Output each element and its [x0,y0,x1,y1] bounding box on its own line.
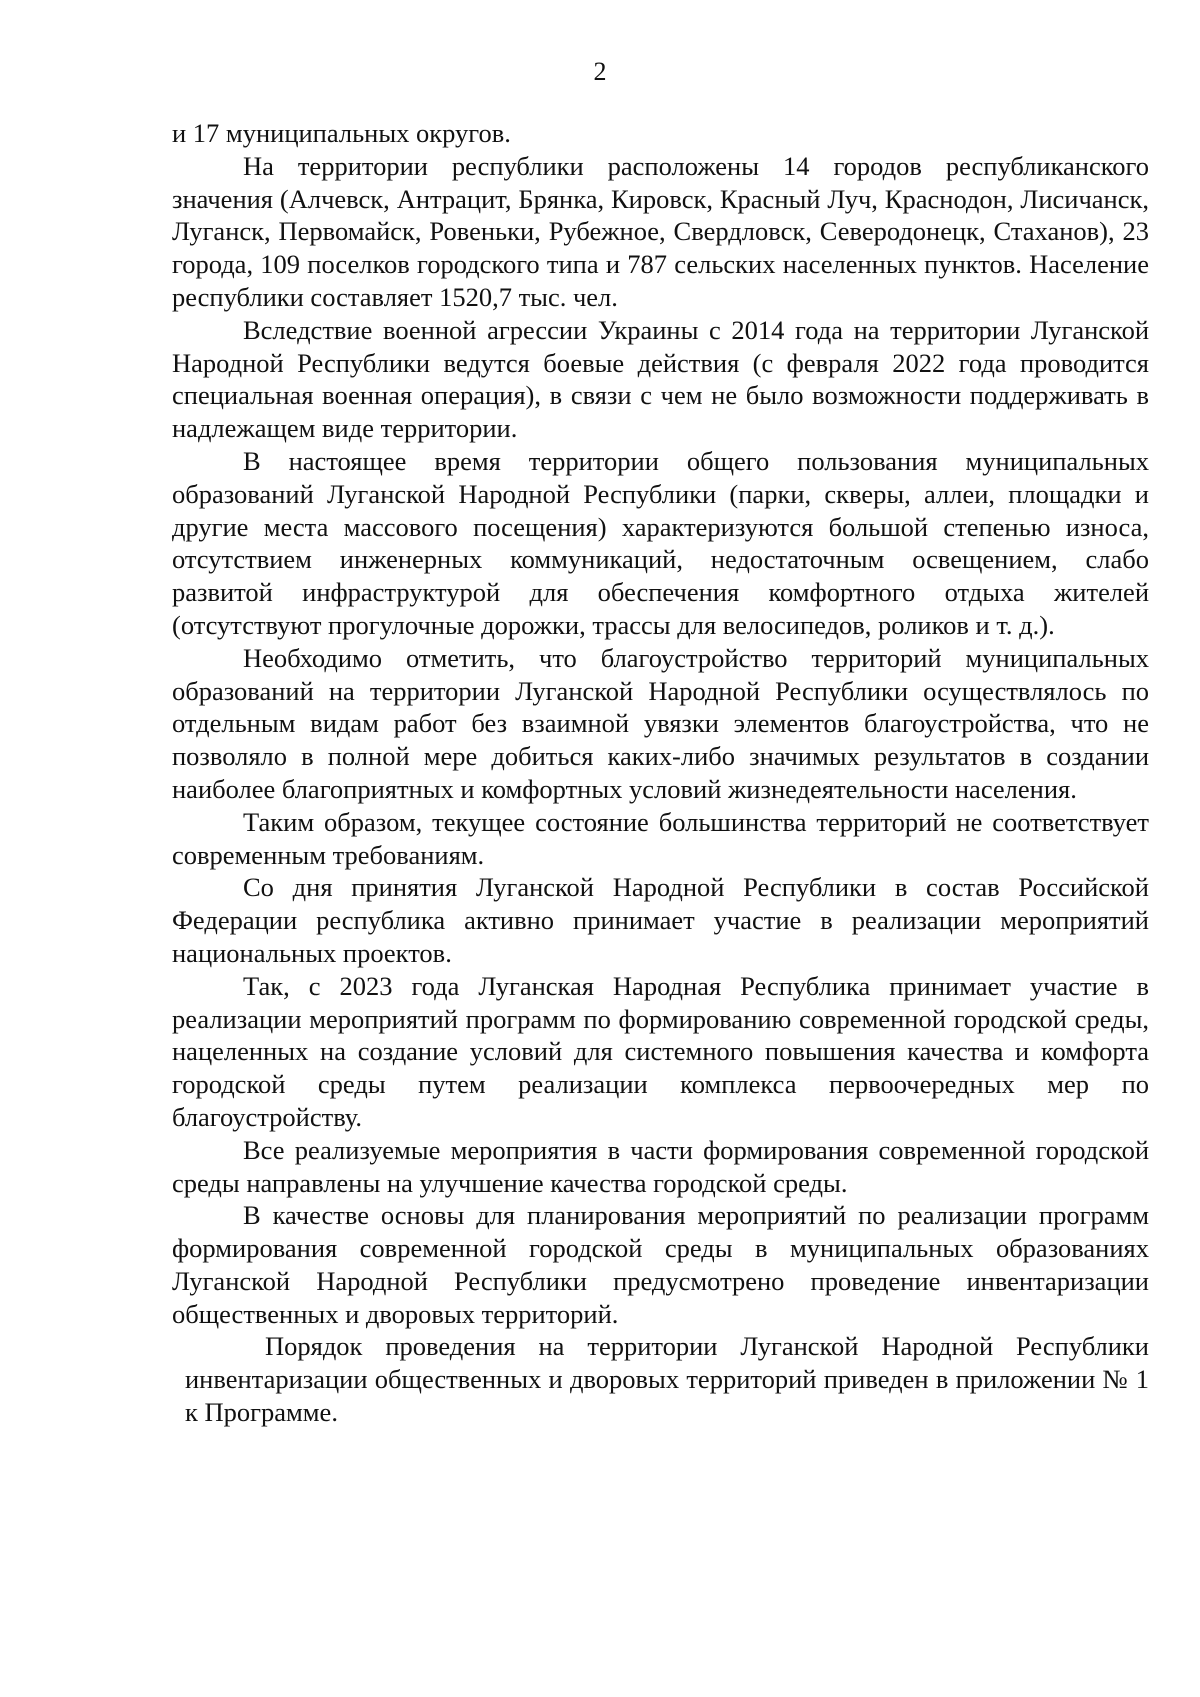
paragraph-improvement: Необходимо отметить, что благоустройство территорий муниципальных образований на территории Луганской Народной Республики осуществлялось по отдельным видам работ без взаимной увязки элементов благоустройства, что не позволяло в полной мере добиться каких-либо значимых результатов в создании наиболее благоприятных и комфортных условий жизнедеятельности населения. [172,642,1149,804]
paragraph-inventory-procedure: Порядок проведения на территории Луганской Народной Республики инвентаризации общественных и дворовых территорий приведен в приложении № 1 к Программе. [185,1331,1149,1428]
paragraph-conclusion: Таким образом, текущее состояние большинства территорий не соответствует современным требованиям. [172,806,1149,870]
paragraph-urban-quality: Все реализуемые мероприятия в части формирования современной городской среды направлены на улучшение качества городской среды. [172,1134,1149,1198]
document-body [172,117,1149,1429]
paragraph-aggression: Вследствие военной агрессии Украины с 2014 года на территории Луганской Народной Республики ведутся боевые действия (с февраля 2022 года проводится специальная военная операция), в связи с чем не было возможности поддерживать в надлежащем виде территории. [172,314,1149,444]
paragraph-programs-2023: Так, с 2023 года Луганская Народная Республика принимает участие в реализации мероприятий программ по формированию современной городской среды, нацеленных на создание условий для системного повышения качества и комфорта городской среды путем реализации комплекса первоочередных мер по благоустройству. [172,970,1149,1132]
paragraph-inventory-basis: В качестве основы для планирования мероприятий по реализации программ формирования современной городской среды в муниципальных образованиях Луганской Народной Республики предусмотрено проведение инвентаризации общественных и дворовых территорий. [172,1200,1149,1329]
page-number: 2 [593,57,607,86]
paragraph-current-state: В настоящее время территории общего пользования муниципальных образований Луганской Народной Республики (парки, скверы, аллеи, площадки и другие места массового посещения) характеризуются большой степенью износа, отсутствием инженерных коммуникаций, недостаточным освещением, слабо развитой инфраструктурой для обеспечения комфортного отдыха жителей (отсутствуют прогулочные дорожки, трассы для велосипедов, роликов и т. д.). [172,445,1149,640]
paragraph-continuation: и 17 муниципальных округов. [172,118,511,148]
paragraph-cities: На территории республики расположены 14 городов республиканского значения (Алчевск, Антрацит, Брянка, Кировск, Красный Луч, Краснодон, Лисичанск, Луганск, Первомайск, Ровеньки, Рубежное, Свердловск, Северодонецк, Стаханов), 23 города, 109 поселков городского типа и 787 сельских населенных пунктов. Население республики составляет 1520,7 тыс. чел. [172,150,1149,312]
paragraph-federation: Со дня принятия Луганской Народной Республики в состав Российской Федерации республика активно принимает участие в реализации мероприятий национальных проектов. [172,872,1149,968]
